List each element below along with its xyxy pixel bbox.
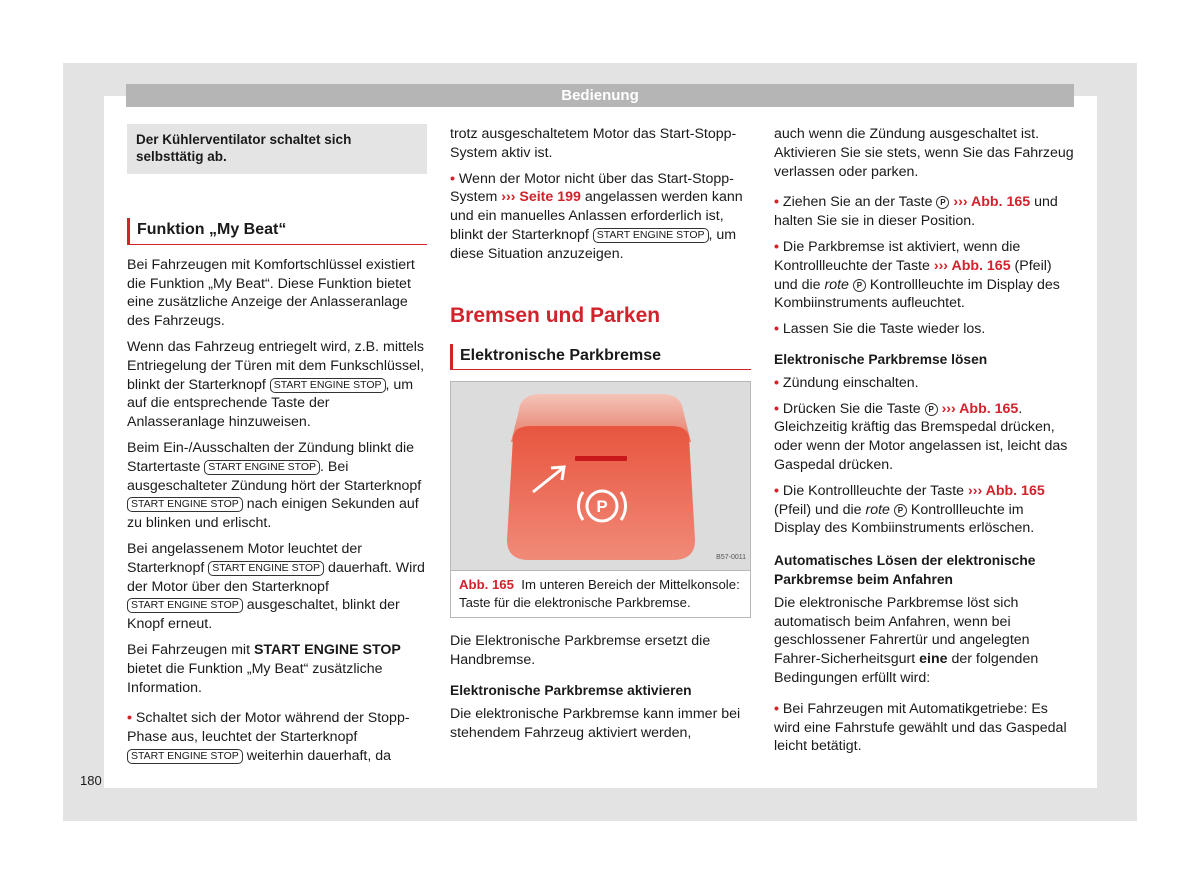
start-engine-stop-key: START ENGINE STOP: [127, 749, 243, 764]
paragraph: Die elektronische Parkbremse kann immer bei stehendem Fahrzeug aktiviert werden,: [450, 705, 741, 741]
bullet-icon: •: [450, 170, 455, 187]
heading-my-beat: Funktion „My Beat“: [127, 218, 427, 245]
heading-activate: Elektronische Parkbremse aktivieren: [450, 682, 692, 698]
cross-reference-link[interactable]: ››› Abb. 165: [933, 257, 1011, 274]
paragraph: Beim Ein-/Ausschalten der Zündung blinkt die Startertaste START ENGINE STOP . Bei ausgeschalteter Zündung hört der Starterknopf START ENGINE STOP nach einigen Sekunden auf zu blinken und erlischt.: [127, 439, 422, 532]
parking-brake-icon: P: [853, 279, 866, 292]
paragraph: Bei Fahrzeugen mit START ENGINE STOP bietet die Funktion „My Beat“ zusätzliche Information.: [127, 641, 401, 696]
parking-brake-icon: P: [894, 504, 907, 517]
column-1: [127, 124, 427, 773]
cross-reference-link[interactable]: ››› Abb. 165: [968, 482, 1045, 499]
bullet-item: • Bei Fahrzeugen mit Automatikgetriebe: Es wird eine Fahrstufe gewählt und das Gaspedal leicht betätigt.: [774, 700, 1067, 755]
bullet-item: • Drücken Sie die Taste P ››› Abb. 165. Gleichzeitig kräftig das Bremspedal drücken, oder wenn der Motor angelassen ist, leicht das Gaspedal drücken.: [774, 400, 1068, 473]
section-header: Bedienung: [126, 84, 1074, 107]
paragraph: Die elektronische Parkbremse löst sich automatisch beim Anfahren, wenn bei geschlossener Fahrertür und angelegten Fahrer-Sicherheitsgurt eine der folgenden Bedingungen erfüllt wird:: [774, 594, 1039, 686]
parking-brake-button-illustration: [451, 382, 750, 570]
column-2: [450, 125, 751, 749]
start-engine-stop-key: START ENGINE STOP: [208, 561, 324, 576]
paragraph: Die Elektronische Parkbremse ersetzt die Handbremse.: [450, 633, 711, 669]
bullet-item: • Die Parkbremse ist aktiviert, wenn die Kontrollleuchte der Taste ››› Abb. 165 (Pfeil) und die rote P Kontrollleuchte im Display des Kombiinstruments aufleuchtet.: [774, 238, 1060, 312]
paragraph: trotz ausgeschaltetem Motor das Start-Stopp-System aktiv ist.: [450, 126, 737, 161]
chapter-title: Bremsen und Parken: [450, 303, 661, 327]
figure: [450, 381, 751, 618]
start-engine-stop-key: START ENGINE STOP: [127, 497, 243, 512]
bullet-item: • Ziehen Sie an der Taste P ››› Abb. 165 und halten Sie sie in dieser Position.: [774, 194, 1058, 230]
heading-release: Elektronische Parkbremse lösen: [774, 351, 988, 367]
parking-brake-image: [451, 382, 750, 571]
bullet-item: • Schaltet sich der Motor während der Stopp-Phase aus, leuchtet der Starterknopf START ENGINE STOP weiterhin dauerhaft, da: [127, 710, 410, 764]
bullet-icon: •: [774, 700, 779, 717]
heading-auto-release: Automatisches Lösen der elektronische Parkbremse beim Anfahren: [774, 553, 1036, 587]
start-engine-stop-key: START ENGINE STOP: [270, 378, 386, 393]
parking-brake-icon: P: [936, 196, 949, 209]
start-engine-stop-key: START ENGINE STOP: [204, 460, 320, 475]
paragraph: Bei angelassenem Motor leuchtet der Starterknopf START ENGINE STOP dauerhaft. Wird der Motor über den Starterknopf START ENGINE STOP ausgeschaltet, blinkt der Knopf erneut.: [127, 540, 425, 633]
svg-text:P: P: [596, 497, 608, 517]
paragraph: Bei Fahrzeugen mit Komfortschlüssel existiert die Funktion „My Beat“. Diese Funktion bietet eine zusätzliche Anzeige der Anlasseranlage des Fahrzeugs.: [127, 256, 415, 330]
bullet-item: • Lassen Sie die Taste wieder los.: [774, 321, 986, 338]
start-engine-stop-key: START ENGINE STOP: [593, 228, 709, 243]
bullet-icon: •: [774, 321, 779, 338]
cross-reference-link[interactable]: ››› Seite 199: [501, 189, 581, 206]
figure-code: B57-0011: [716, 553, 746, 561]
bullet-item: • Zündung einschalten.: [774, 374, 919, 391]
bullet-icon: •: [774, 482, 779, 499]
bullet-icon: •: [127, 710, 132, 727]
heading-parkbremse: Elektronische Parkbremse: [450, 344, 751, 371]
page-number: 180: [80, 773, 102, 788]
bullet-icon: •: [774, 238, 779, 255]
figure-caption: Abb. 165 Im unteren Bereich der Mittelkonsole: Taste für die elektronische Parkbremse.: [459, 577, 740, 610]
note-box: Der Kühlerventilator schaltet sich selbsttätig ab.: [127, 124, 427, 174]
cross-reference-link[interactable]: ››› Abb. 165: [953, 194, 1031, 211]
parking-brake-icon: P: [925, 403, 938, 416]
bullet-icon: •: [774, 374, 779, 391]
bullet-icon: •: [774, 400, 779, 417]
bullet-item: • Wenn der Motor nicht über das Start-Stopp-System ››› Seite 199 angelassen werden kann und ein manuelles Anlassen erforderlich ist, blinkt der Starterknopf START ENGINE STOP , um diese Situation anzuzeigen.: [450, 170, 743, 262]
paragraph: Wenn das Fahrzeug entriegelt wird, z.B. mittels Entriegelung der Türen mit dem Funkschlüssel, blinkt der Starterknopf START ENGINE STOP , um auf die entsprechende Taste der Anlasseranlage hinzuweisen.: [127, 338, 425, 431]
column-3: [774, 125, 1074, 763]
start-engine-stop-key: START ENGINE STOP: [127, 598, 243, 613]
bullet-icon: •: [774, 194, 779, 211]
bullet-item: • Die Kontrollleuchte der Taste ››› Abb. 165 (Pfeil) und die rote P Kontrollleuchte im Display des Kombiinstruments erlöschen.: [774, 482, 1045, 537]
paragraph: auch wenn die Zündung ausgeschaltet ist. Aktivieren Sie sie stets, wenn Sie das Fahrzeug verlassen oder parken.: [774, 126, 1074, 180]
cross-reference-link[interactable]: ››› Abb. 165: [941, 400, 1019, 417]
